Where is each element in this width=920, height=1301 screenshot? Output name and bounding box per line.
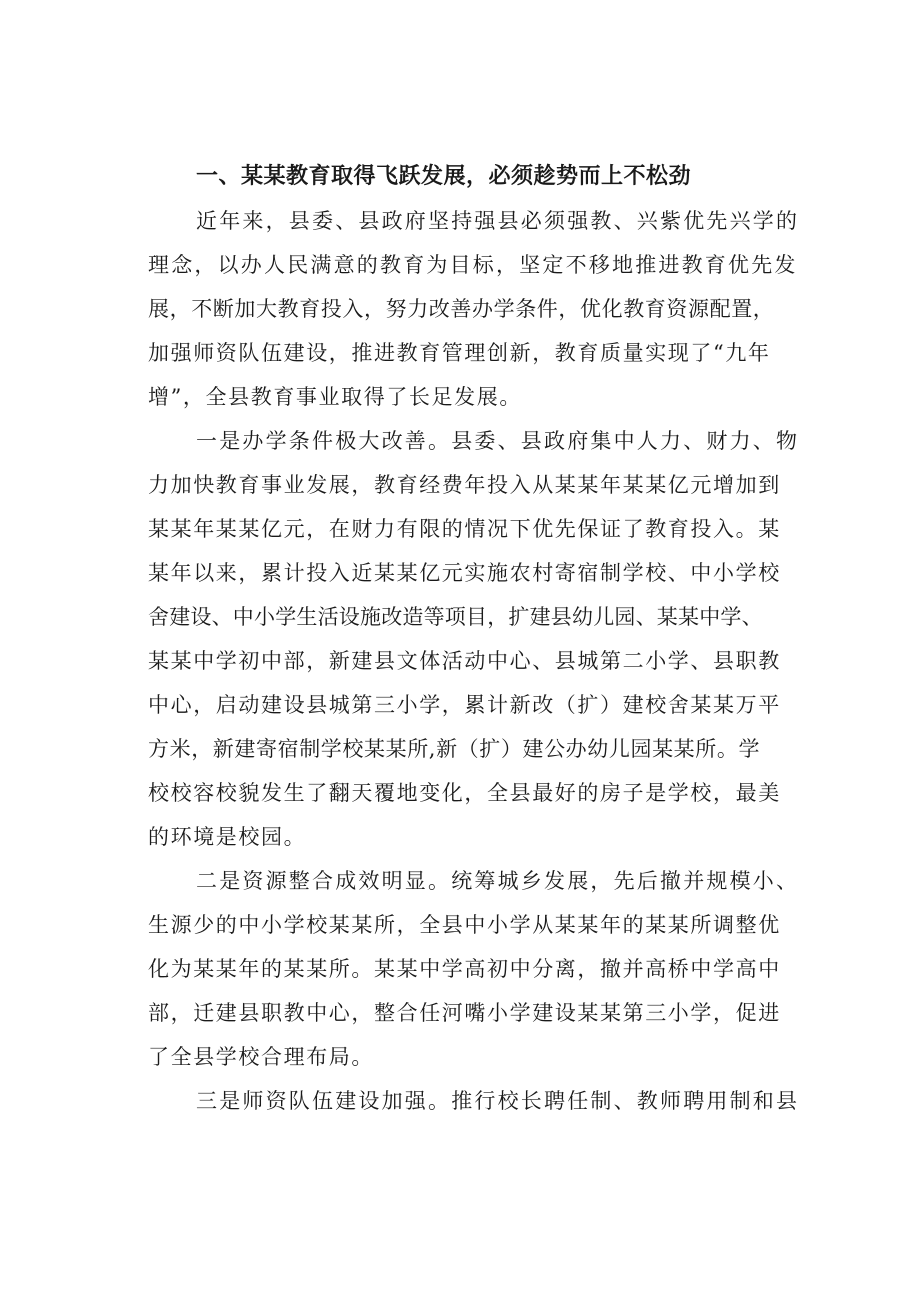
paragraph-2-line-9: 校校容校貌发生了翻天覆地变化，全县最好的房子是学校，最美 [148,781,781,805]
paragraph-3-line-2: 生源少的中小学校某某所，全县中小学从某某年的某某所调整优 [148,913,781,937]
section-heading: 一、某某教育取得飞跃发展，必须趁势而上不松劲 [196,164,692,189]
paragraph-2-line-3: 某某年某某亿元，在财力有限的情况下优先保证了教育投入。某 [148,517,781,541]
paragraph-4-line-1: 三是师资队伍建设加强。推行校长聘任制、教师聘用制和县 [196,1089,800,1113]
paragraph-1-line-4: 加强师资队伍建设，推进教育管理创新，教育质量实现了“九年 [148,341,771,365]
paragraph-2-line-1: 一是办学条件极大改善。县委、县政府集中人力、财力、物 [196,429,800,453]
paragraph-2-line-4: 某年以来，累计投入近某某亿元实施农村寄宿制学校、中小学校 [148,561,781,585]
paragraph-2-line-8: 方米，新建寄宿制学校某某所,新（扩）建公办幼儿园某某所。学 [148,737,761,761]
paragraph-1-line-5: 增”，全县教育事业取得了长足发展。 [148,385,522,409]
paragraph-2-line-6: 某某中学初中部，新建县文体活动中心、县城第二小学、县职教 [148,649,781,673]
paragraph-2-line-10: 的环境是校园。 [148,825,307,849]
paragraph-1-line-2: 理念，以办人民满意的教育为目标，坚定不移地推进教育优先发 [148,253,798,277]
paragraph-1-line-3: 展，不断加大教育投入，努力改善办学条件，优化教育资源配置， [148,297,775,321]
paragraph-3-line-4: 部，迁建县职教中心，整合任河嘴小学建设某某第三小学，促进 [148,1001,781,1025]
paragraph-2-line-2: 力加快教育事业发展，教育经费年投入从某某年某某亿元增加到 [148,473,781,497]
paragraph-1-line-1: 近年来，县委、县政府坚持强县必须强教、兴紫优先兴学的 [196,209,800,233]
paragraph-3-line-1: 二是资源整合成效明显。统筹城乡发展，先后撤并规模小、 [196,869,800,893]
paragraph-3-line-3: 化为某某年的某某所。某某中学高初中分离，撤并高桥中学高中 [148,957,781,981]
paragraph-2-line-5: 舍建设、中小学生活设施改造等项目，扩建县幼儿园、某某中学、 [148,605,763,629]
paragraph-2-line-7: 中心，启动建设县城第三小学，累计新改（扩）建校舍某某万平 [148,693,781,717]
paragraph-3-line-5: 了全县学校合理布局。 [148,1045,374,1069]
